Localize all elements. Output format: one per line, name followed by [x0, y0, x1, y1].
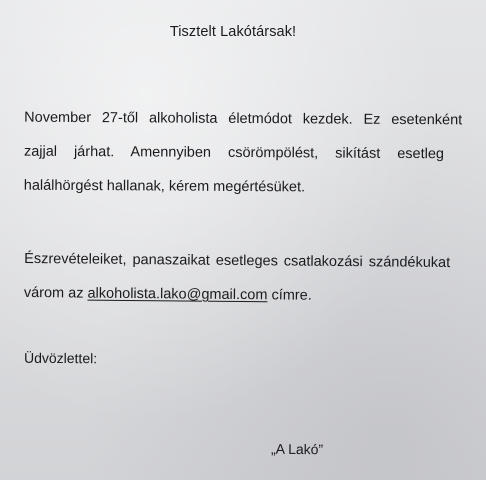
announcement-line-3: halálhörgést hallanak, kérem megértésüket.	[23, 177, 306, 196]
contact-line-2	[24, 286, 312, 303]
announcement-line-2: zajjal járhat. Amennyiben csörömpölést, sikítást esetleg	[23, 143, 445, 163]
contact-line-2-tail: címre.	[267, 287, 312, 304]
email-link[interactable]: alkoholista.lako@gmail.com	[87, 285, 268, 304]
contact-line-2-lead: várom az	[23, 284, 88, 302]
contact-line-1: Észrevételeiket, panaszaikat esetleges csatlakozási szándékukat	[24, 250, 451, 272]
paragraph-contact	[24, 252, 450, 306]
paragraph-announcement	[24, 111, 462, 194]
greeting-heading: Tisztelt Lakótársak!	[169, 24, 297, 40]
signature: „A Lakó”	[270, 440, 324, 458]
sign-off: Üdvözlettel:	[23, 349, 98, 367]
announcement-line-1: November 27-től alkoholista életmódot kezdek. Ez esetenként	[24, 109, 463, 129]
